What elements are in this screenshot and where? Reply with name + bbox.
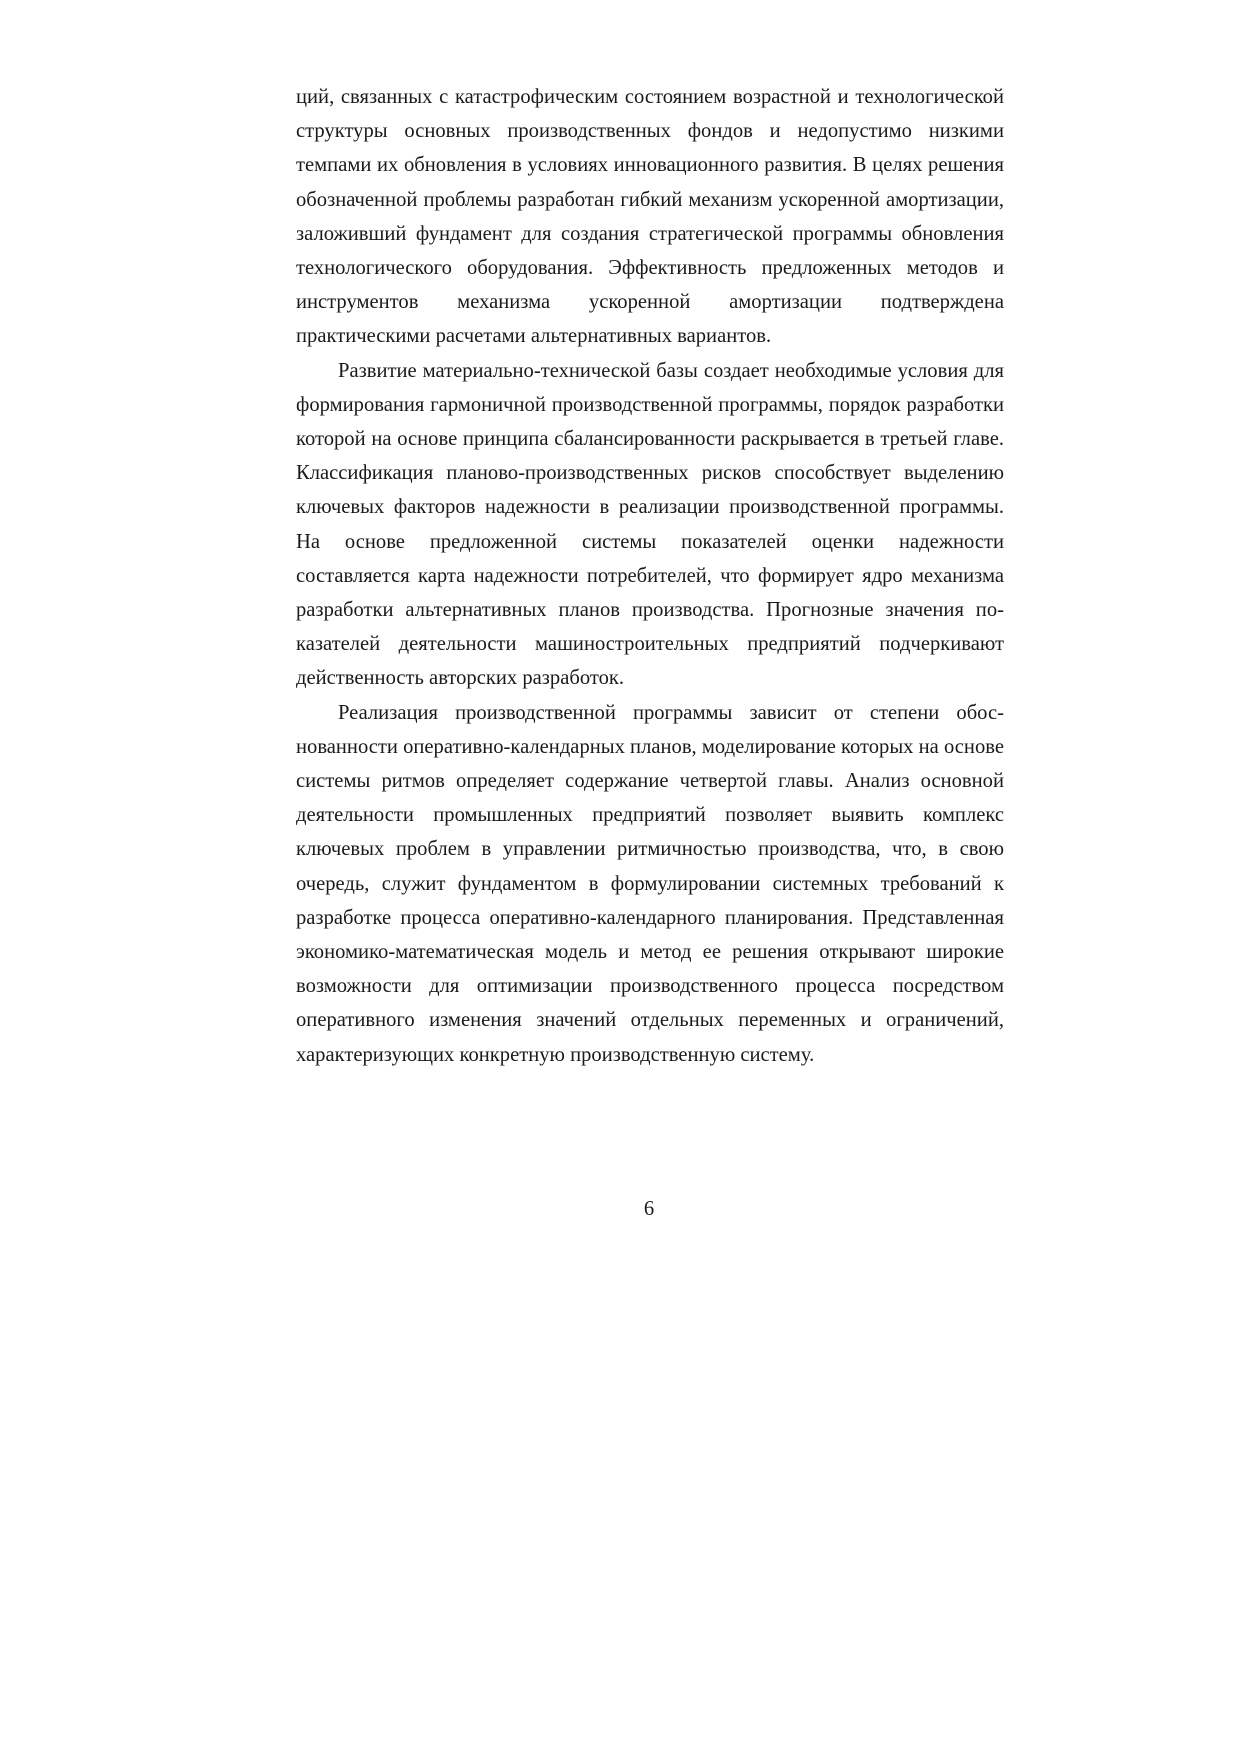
paragraph-continuation: ций, связанных с катастрофическим состоянием возрастной и технологической структуры основных производственных фондов и недопустимо низкими темпами их обновления в условиях инновационного развития. В целях решения обозначенной проблемы разработан гибкий механизм ускоренной амортизации, заложивший фундамент для создания стратегической программы обновления технологического оборудования. Эффективность предложенных методов и инструментов механизма ускоренной амортизации подтверждена практическими расчетами альтернативных вариантов. bbox=[296, 86, 1004, 348]
paragraph-production-program: Реализация производственной программы зависит от степени обоснованности оперативно-календарных планов, моделирование которых на основе системы ритмов определяет содержание четвертой главы. Анализ основной деятельности промышленных предприятий позволяет выявить комплекс ключевых проблем в управлении ритмичностью производства, что, в свою очередь, служит фундаментом в формулировании системных требований к разработке процесса оперативно-календарного планирования. Представленная экономико-математическая модель и метод ее решения открывают широкие возможности для оптимизации производственного процесса посредством оперативного изменения значений отдельных переменных и ограничений, характеризующих конкретную производственную систему. bbox=[296, 701, 1004, 1066]
body-text bbox=[296, 80, 1004, 1072]
paragraph-material-base: Развитие материально-технической базы создает необходимые условия для формирования гармоничной производственной программы, порядок разработки которой на основе принципа сбалансированности раскрывается в третьей главе. Классификация планово-производственных рисков способствует выделению ключевых факторов надежности в реализации производственной программы. На основе предложенной системы показателей оценки надежности составляется карта надежности потребителей, что формирует ядро механизма разработки альтернативных планов производства. Прогнозные значения показателей деятельности машиностроительных предприятий подчеркивают действенность авторских разработок. bbox=[296, 359, 1004, 690]
page-number: 6 bbox=[643, 1198, 655, 1220]
